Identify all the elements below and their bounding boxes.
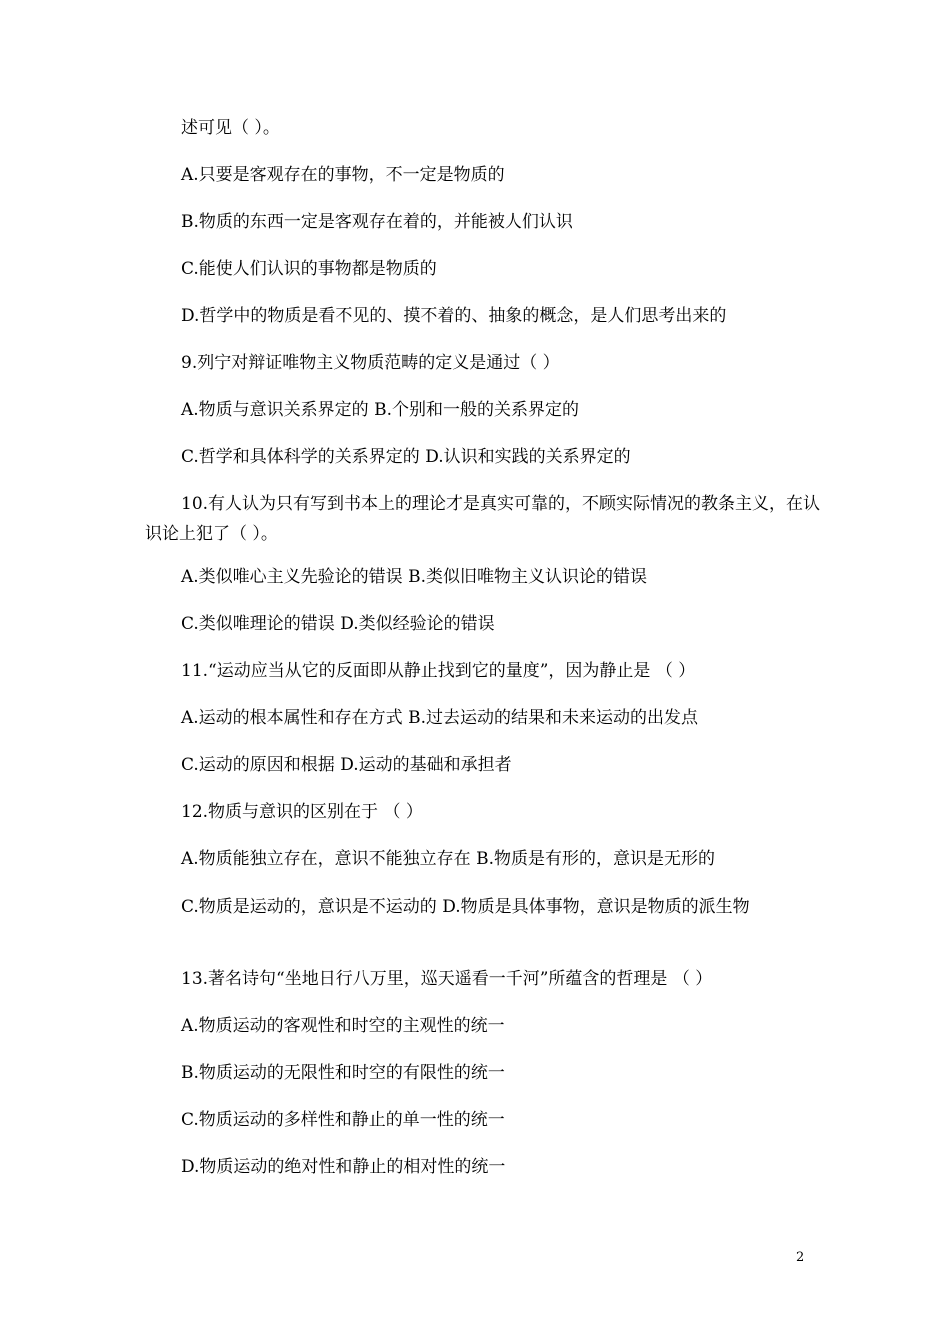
- option-line: C.物质运动的多样性和静止的单一性的统一: [181, 1110, 505, 1130]
- question-13: 13.著名诗句“坐地日行八万里，巡天遥看一千河”所蕴含的哲理是 （ ）: [181, 969, 713, 989]
- option-line: D.哲学中的物质是看不见的、摸不着的、抽象的概念，是人们思考出来的: [181, 306, 727, 326]
- option-line: C.能使人们认识的事物都是物质的: [181, 259, 437, 279]
- option-line: C.物质是运动的，意识是不运动的 D.物质是具体事物，意识是物质的派生物: [181, 897, 750, 917]
- question-11: 11.“运动应当从它的反面即从静止找到它的量度”，因为静止是 （ ）: [181, 661, 696, 681]
- option-line: D.物质运动的绝对性和静止的相对性的统一: [181, 1157, 506, 1177]
- option-line: A.类似唯心主义先验论的错误 B.类似旧唯物主义认识论的错误: [181, 567, 647, 587]
- page-number: 2: [796, 1250, 805, 1265]
- question-10: 10.有人认为只有写到书本上的理论才是真实可靠的，不顾实际情况的教条主义，在认识论上犯了（ ）。: [145, 494, 821, 544]
- option-line: C.运动的原因和根据 D.运动的基础和承担者: [181, 755, 512, 775]
- question-12: 12.物质与意识的区别在于 （ ）: [181, 802, 423, 822]
- option-line: A.物质运动的客观性和时空的主观性的统一: [181, 1016, 505, 1036]
- option-line: A.物质能独立存在，意识不能独立存在 B.物质是有形的，意识是无形的: [181, 849, 715, 869]
- option-line: A.物质与意识关系界定的 B.个别和一般的关系界定的: [181, 400, 579, 420]
- option-line: B.物质运动的无限性和时空的有限性的统一: [181, 1063, 505, 1083]
- option-line: A.运动的根本属性和存在方式 B.过去运动的结果和未来运动的出发点: [181, 708, 698, 728]
- option-line: C.类似唯理论的错误 D.类似经验论的错误: [181, 614, 495, 634]
- option-line: B.物质的东西一定是客观存在着的，并能被人们认识: [181, 212, 573, 232]
- option-line: C.哲学和具体科学的关系界定的 D.认识和实践的关系界定的: [181, 447, 631, 467]
- option-line: A.只要是客观存在的事物，不一定是物质的: [181, 165, 505, 185]
- question-9: 9.列宁对辩证唯物主义物质范畴的定义是通过（ ）: [181, 353, 560, 373]
- text-line: 述可见（ ）。: [181, 118, 280, 138]
